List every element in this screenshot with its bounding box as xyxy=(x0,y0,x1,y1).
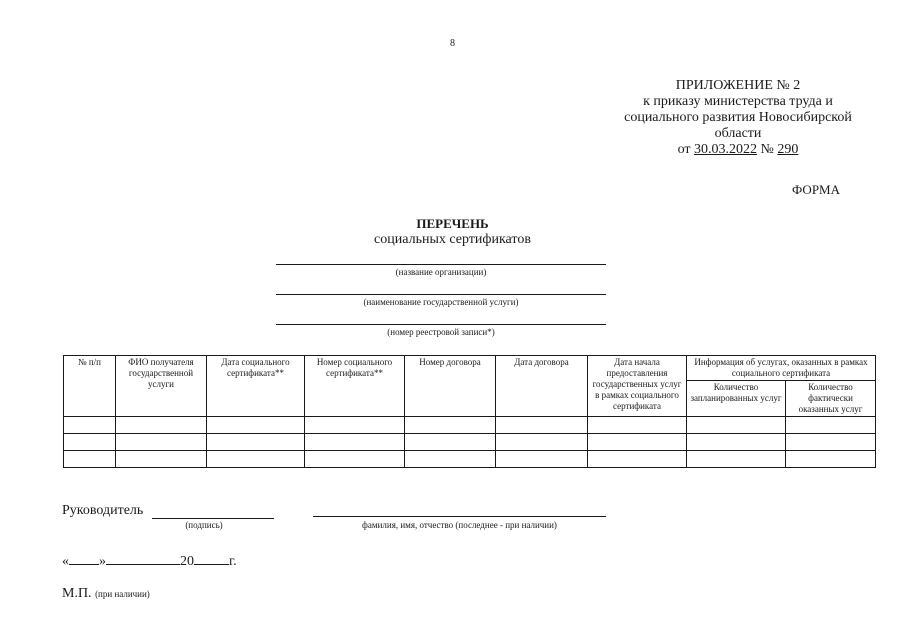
table-header-row xyxy=(64,356,876,381)
full-name-line[interactable] xyxy=(313,516,606,517)
stamp-note: (при наличии) xyxy=(95,589,150,599)
col-header-start-date: Дата начала предоставления государственных услуг в рамках социального сертификата xyxy=(588,356,687,417)
stamp-label: М.П. xyxy=(62,586,92,601)
org-name-caption: (название организации) xyxy=(395,267,487,277)
col-header-cert-number: Номер социального сертификата** xyxy=(305,356,405,417)
table-row xyxy=(64,434,876,451)
table-cell[interactable] xyxy=(588,434,687,451)
col-header-recipient: ФИО получателя государственной услуги xyxy=(116,356,207,417)
stamp-place xyxy=(62,586,150,602)
table-cell[interactable] xyxy=(116,434,207,451)
appendix-title: ПРИЛОЖЕНИЕ № 2 xyxy=(675,78,801,93)
table-cell[interactable] xyxy=(405,434,496,451)
table-cell[interactable] xyxy=(116,451,207,468)
org-name-line[interactable] xyxy=(276,264,606,265)
year-suffix: г. xyxy=(229,554,237,569)
open-quote: « xyxy=(62,554,69,569)
document-title: ПЕРЕЧЕНЬ xyxy=(416,216,489,231)
form-label: ФОРМА xyxy=(792,182,840,197)
head-label: Руководитель xyxy=(62,503,144,518)
table-cell[interactable] xyxy=(207,434,305,451)
year-prefix: 20 xyxy=(180,554,194,569)
document-subtitle: социальных сертификатов xyxy=(374,232,531,247)
service-name-caption: (наименование государственной услуги) xyxy=(363,297,519,307)
table-cell[interactable] xyxy=(64,434,116,451)
table-cell[interactable] xyxy=(305,434,405,451)
table-cell[interactable] xyxy=(305,451,405,468)
table-cell[interactable] xyxy=(405,451,496,468)
date-line xyxy=(62,550,237,570)
table-cell[interactable] xyxy=(207,417,305,434)
appendix-line: области xyxy=(714,126,762,141)
col-header-number: № п/п xyxy=(64,356,116,417)
registry-number-caption: (номер реестровой записи*) xyxy=(387,327,495,337)
table-cell[interactable] xyxy=(786,417,876,434)
close-quote: » xyxy=(99,554,106,569)
table-cell[interactable] xyxy=(496,434,588,451)
day-blank[interactable] xyxy=(69,550,99,565)
page-number: 8 xyxy=(450,38,455,49)
appendix-line: социального развития Новосибирской xyxy=(624,110,852,125)
table-cell[interactable] xyxy=(496,451,588,468)
appendix-line: к приказу министерства труда и xyxy=(643,94,833,109)
appendix-date-line xyxy=(598,142,878,158)
service-name-line[interactable] xyxy=(276,294,606,295)
registry-number-line[interactable] xyxy=(276,324,606,325)
table-row xyxy=(64,417,876,434)
col-header-contract-date: Дата договора xyxy=(496,356,588,417)
col-header-cert-date: Дата социального сертификата** xyxy=(207,356,305,417)
col-header-actual: Количество фактически оказанных услуг xyxy=(786,381,876,417)
table-cell[interactable] xyxy=(64,417,116,434)
appendix-block xyxy=(598,78,878,158)
table-cell[interactable] xyxy=(687,434,786,451)
table-cell[interactable] xyxy=(405,417,496,434)
col-header-contract-number: Номер договора xyxy=(405,356,496,417)
table-cell[interactable] xyxy=(496,417,588,434)
table-cell[interactable] xyxy=(64,451,116,468)
col-header-planned: Количество запланированных услуг xyxy=(687,381,786,417)
table-cell[interactable] xyxy=(786,434,876,451)
col-header-services-info: Информация об услугах, оказанных в рамках социального сертификата xyxy=(687,356,876,381)
order-number: 290 xyxy=(777,142,799,157)
table-cell[interactable] xyxy=(687,417,786,434)
full-name-caption: фамилия, имя, отчество (последнее - при наличии) xyxy=(362,520,557,530)
table-cell[interactable] xyxy=(116,417,207,434)
table-cell[interactable] xyxy=(207,451,305,468)
signature-caption: (подпись) xyxy=(185,520,223,530)
certificates-table xyxy=(63,355,876,468)
table-cell[interactable] xyxy=(687,451,786,468)
table-cell[interactable] xyxy=(786,451,876,468)
year-blank[interactable] xyxy=(194,550,229,565)
signature-line[interactable] xyxy=(152,518,274,519)
month-blank[interactable] xyxy=(106,550,180,565)
table-cell[interactable] xyxy=(588,417,687,434)
date-prefix: от xyxy=(677,142,691,157)
table-cell[interactable] xyxy=(305,417,405,434)
table-row xyxy=(64,451,876,468)
order-date: 30.03.2022 xyxy=(694,142,758,157)
number-prefix: № xyxy=(760,142,774,157)
table-cell[interactable] xyxy=(588,451,687,468)
